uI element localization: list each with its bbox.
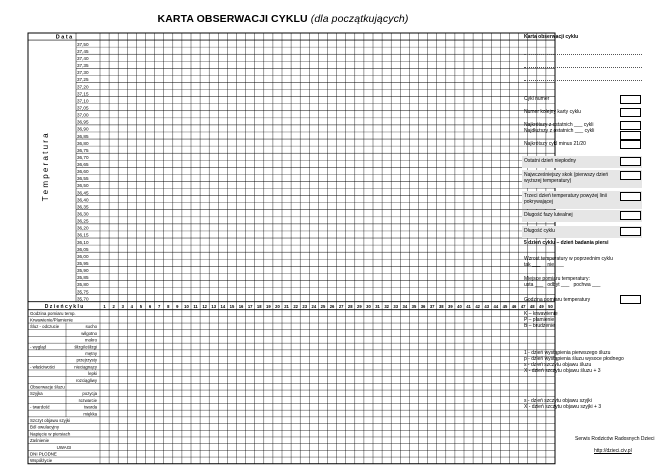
day-number: 7 xyxy=(157,303,161,309)
temperature-value: 36,45 xyxy=(77,190,89,196)
day-number: 24 xyxy=(311,303,317,309)
observation-label: Obserwacje śluzu xyxy=(30,384,65,390)
observation-label: rozciągliwy xyxy=(75,377,97,383)
day-number: 35 xyxy=(411,303,417,309)
day-number: 49 xyxy=(539,303,544,309)
observation-label: wilgotno xyxy=(81,330,97,336)
observation-label: twarda xyxy=(84,404,97,410)
field-input[interactable] xyxy=(620,227,641,236)
observation-label: Godzina pomiaru temp. xyxy=(30,310,76,316)
observation-label: pozycja xyxy=(82,391,97,397)
day-number: 16 xyxy=(238,303,244,309)
day-number: 19 xyxy=(266,303,271,309)
day-number: 22 xyxy=(293,303,298,309)
day-number: 1 xyxy=(103,303,106,309)
day-number: 6 xyxy=(148,303,152,309)
observation-group-label: Szyjka xyxy=(30,391,43,397)
temperature-value: 37,20 xyxy=(77,84,89,90)
field-label: Najkrótszy cykl minus 21/20 xyxy=(524,141,586,147)
field-input[interactable] xyxy=(620,171,641,180)
field-input[interactable] xyxy=(620,192,641,201)
temperature-value: 36,05 xyxy=(77,246,89,252)
observation-label: ślizgi/oślizgi xyxy=(74,344,97,350)
observation-label: miękka xyxy=(83,411,97,417)
temperature-value: 36,90 xyxy=(77,126,89,132)
temperature-value: 37,25 xyxy=(77,77,89,83)
day-number: 9 xyxy=(176,303,179,309)
temperature-value: 37,50 xyxy=(77,41,89,47)
temperature-label: T e m p e r a t u r a xyxy=(41,133,50,202)
previous-rise-question: Wzrost temperatury w poprzednim cyklu tak ___ nie ___ xyxy=(524,256,613,268)
day-number: 26 xyxy=(329,303,335,309)
temperature-value: 36,00 xyxy=(77,253,89,259)
field-input[interactable] xyxy=(620,211,641,220)
data-label: D a t a xyxy=(55,34,73,41)
temperature-value: 36,60 xyxy=(77,169,89,175)
sidebar-heading: Karta obserwacji cyklu xyxy=(524,34,579,40)
observation-label: Napięcie w piersiach xyxy=(30,431,71,437)
day-number: 30 xyxy=(366,303,371,309)
observation-group-label: - właściwości xyxy=(30,364,56,370)
day-number: 33 xyxy=(393,303,399,309)
temperature-value: 36,20 xyxy=(77,225,89,231)
temperature-value: 36,95 xyxy=(77,119,89,125)
day-number: 25 xyxy=(320,303,326,309)
day-number: 40 xyxy=(457,303,462,309)
day-label: D z i e ń c y k l u xyxy=(44,303,84,310)
field-input[interactable] xyxy=(620,95,641,104)
day-number: 42 xyxy=(475,303,480,309)
temperature-value: 37,40 xyxy=(77,55,89,61)
field-label: Ostatni dzień niepłodny xyxy=(524,158,576,164)
observation-label: UWAGI xyxy=(56,444,72,450)
field-input[interactable] xyxy=(620,108,641,117)
temperature-value: 36,50 xyxy=(77,183,89,189)
day-number: 48 xyxy=(529,303,535,309)
temperature-value: 37,05 xyxy=(77,105,89,111)
temperature-value: 37,15 xyxy=(77,91,89,97)
observation-group-label: - twardość xyxy=(30,404,50,410)
day-number: 34 xyxy=(402,303,408,309)
day-number: 45 xyxy=(502,303,508,309)
chart-border xyxy=(28,33,555,464)
field-label: Trzeci dzień temperatury powyżej linii pokrywającej xyxy=(524,193,607,205)
day-number: 18 xyxy=(256,303,262,309)
day-number: 23 xyxy=(302,303,308,309)
day-number: 3 xyxy=(121,303,124,309)
temperature-value: 35,85 xyxy=(77,275,89,281)
observation-label: Ból owulacyjny xyxy=(30,424,60,430)
day-number: 47 xyxy=(520,303,526,309)
field-input[interactable] xyxy=(620,140,641,149)
field-label: Numer kolejny karty cyklu xyxy=(524,109,581,115)
observation-group-label: - wygląd xyxy=(30,344,47,350)
hour-input[interactable] xyxy=(620,295,641,304)
day-number: 46 xyxy=(511,303,517,309)
temperature-value: 36,65 xyxy=(77,162,89,168)
day-number: 20 xyxy=(275,303,280,309)
day-number: 11 xyxy=(193,303,198,309)
temperature-value: 36,25 xyxy=(77,218,89,224)
note-line[interactable] xyxy=(524,80,642,81)
temperature-value: 37,30 xyxy=(77,70,89,76)
day-number: 29 xyxy=(357,303,362,309)
day-number: 41 xyxy=(466,303,471,309)
observation-label: Krwawienie/Plamienie xyxy=(30,317,73,323)
day-number: 43 xyxy=(484,303,490,309)
field-label: Cykl numer xyxy=(524,96,550,102)
day-number: 17 xyxy=(247,303,253,309)
temperature-value: 36,55 xyxy=(77,176,89,182)
temperature-value: 36,85 xyxy=(77,133,89,139)
title-sub: (dla początkujących) xyxy=(310,13,409,25)
observation-label: sucho xyxy=(85,324,97,330)
legend-cervix: s - dzień szczytu objawu szyjki X - dzień szczytu objawu szyjki + 3 xyxy=(524,398,602,410)
field-label: Najkrótszy z ostatnich ___ cykli Najdłuższy z ostatnich ___ cykli xyxy=(524,122,595,134)
temperature-value: 37,45 xyxy=(77,48,89,54)
day-number: 32 xyxy=(384,303,389,309)
legend-mucus: 1 - dzień wystąpienia pierwszego śluzu p - dzień wystąpienia śluzu wysoce płodnego s - dzień szczytu objawu śluzu X - dzień szczytu objawu śluzu + 3 xyxy=(524,350,624,374)
field-input[interactable] xyxy=(620,131,641,140)
day-number: 4 xyxy=(130,303,134,309)
day-number: 50 xyxy=(548,303,553,309)
day-number: 12 xyxy=(202,303,207,309)
temperature-value: 36,70 xyxy=(77,154,89,160)
day-number: 39 xyxy=(448,303,453,309)
temperature-value: 36,10 xyxy=(77,239,89,245)
observation-label: mokro xyxy=(85,337,97,343)
day-number: 31 xyxy=(375,303,380,309)
day-number: 21 xyxy=(284,303,289,309)
temperature-value: 35,95 xyxy=(77,261,89,267)
footer-url[interactable]: http://dzieci.civ.pl xyxy=(594,448,632,454)
temperature-value: 36,15 xyxy=(77,232,89,238)
title-main: KARTA OBSERWACJI CYKLU xyxy=(157,13,308,25)
day-number: 38 xyxy=(438,303,444,309)
temperature-value: 36,35 xyxy=(77,204,89,210)
field-label: Długość cyklu xyxy=(524,228,555,234)
field-label: Długość fazy lutealnej xyxy=(524,212,573,218)
measure-place-question: Miejsce pomiaru temperatury: usta ___ odbyt ___ pochwa ___ xyxy=(524,276,601,288)
observation-label: nieciągnący xyxy=(74,364,97,370)
temperature-value: 35,80 xyxy=(77,282,89,288)
breast-exam-note: 5 dzień cyklu – dzień badania piersi xyxy=(524,240,609,246)
observation-label: Szczyt objawu szyjki xyxy=(30,417,71,423)
field-label: Najwcześniejszy skok (pierwszy dzień wyższej temperatury) xyxy=(524,172,609,184)
legend-bleeding: K – krwawienie P – plamienie B – brudzenie xyxy=(524,311,558,329)
day-number: 37 xyxy=(429,303,435,309)
temperature-value: 36,40 xyxy=(77,197,89,203)
day-number: 15 xyxy=(229,303,235,309)
temperature-value: 35,90 xyxy=(77,268,89,274)
observation-label: DNI PŁODNE xyxy=(30,451,57,457)
day-number: 44 xyxy=(493,303,499,309)
temperature-value: 37,10 xyxy=(77,98,89,104)
day-number: 36 xyxy=(420,303,426,309)
temperature-value: 36,75 xyxy=(77,147,89,153)
note-line[interactable] xyxy=(524,67,642,68)
day-number: 5 xyxy=(139,303,143,309)
temperature-value: 36,80 xyxy=(77,140,89,146)
observation-label: mętny xyxy=(85,350,97,356)
observation-label: lepki xyxy=(88,371,97,377)
day-number: 14 xyxy=(220,303,226,309)
temperature-value: 36,30 xyxy=(77,211,89,217)
field-input[interactable] xyxy=(620,121,641,130)
observation-label: Zaśnienie xyxy=(30,438,50,444)
day-number: 8 xyxy=(167,303,170,309)
hour-label: Godzina pomiaru temperatury xyxy=(524,297,591,303)
day-number: 2 xyxy=(112,303,115,309)
observation-label: przejrzysty xyxy=(76,357,97,363)
footer-org: Serwis Rodziców Radosnych Dzieci xyxy=(575,436,655,442)
day-number: 28 xyxy=(347,303,353,309)
observation-group-label: Śluz - odczucie xyxy=(30,324,60,330)
day-number: 27 xyxy=(338,303,344,309)
observation-label: rozwarcie xyxy=(78,397,97,403)
note-line[interactable] xyxy=(524,54,642,55)
observation-label: Współżycie xyxy=(30,458,53,464)
day-number: 13 xyxy=(211,303,217,309)
temperature-value: 37,00 xyxy=(77,112,89,118)
day-number: 10 xyxy=(184,303,189,309)
temperature-value: 35,70 xyxy=(77,296,89,302)
temperature-value: 37,35 xyxy=(77,63,89,69)
temperature-value: 35,75 xyxy=(77,289,89,295)
field-input[interactable] xyxy=(620,157,641,166)
